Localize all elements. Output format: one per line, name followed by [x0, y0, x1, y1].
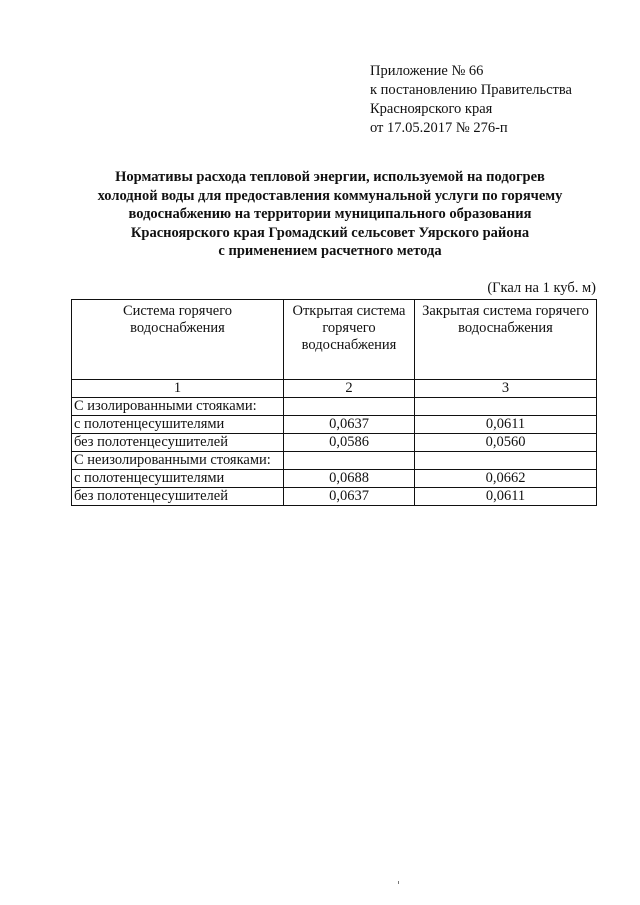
open-value: 0,0586	[284, 434, 415, 452]
open-value: 0,0637	[284, 488, 415, 506]
appendix-block	[370, 62, 572, 138]
closed-value	[415, 452, 597, 470]
header-open-system	[284, 300, 415, 380]
row-label: С неизолированными стояками:	[72, 452, 284, 470]
open-value	[284, 452, 415, 470]
column-number: 1	[72, 380, 284, 398]
row-label: без полотенцесушителей	[72, 488, 284, 506]
column-number: 2	[284, 380, 415, 398]
open-value: 0,0637	[284, 416, 415, 434]
appendix-number: Приложение № 66	[370, 63, 484, 79]
table-row	[72, 434, 597, 452]
row-label: без полотенцесушителей	[72, 434, 284, 452]
unit-label: (Гкал на 1 куб. м)	[487, 280, 596, 296]
header-text: водоснабжения	[130, 320, 225, 336]
title-line: водоснабжению на территории муниципального образования	[128, 206, 532, 222]
header-text: Открытая система	[292, 303, 406, 319]
header-text: Система горячего	[122, 303, 233, 319]
header-system	[72, 300, 284, 380]
header-text: водоснабжения	[458, 320, 553, 336]
table-row	[72, 416, 597, 434]
header-text: водоснабжения	[301, 337, 397, 353]
row-label: С изолированными стояками:	[72, 398, 284, 416]
appendix-region: Красноярского края	[370, 101, 493, 117]
column-number: 3	[415, 380, 597, 398]
open-value	[284, 398, 415, 416]
closed-value: 0,0611	[415, 488, 597, 506]
table-row	[72, 470, 597, 488]
appendix-date: от 17.05.2017 № 276-п	[370, 120, 508, 136]
title-line: с применением расчетного метода	[218, 243, 442, 259]
document-title	[60, 168, 600, 261]
table-row	[72, 488, 597, 506]
open-value: 0,0688	[284, 470, 415, 488]
norms-table	[71, 299, 597, 506]
closed-value: 0,0560	[415, 434, 597, 452]
row-label: с полотенцесушителями	[72, 470, 284, 488]
table-row	[72, 452, 597, 470]
appendix-reference: к постановлению Правительства	[370, 82, 572, 98]
table-header-row	[72, 300, 597, 380]
closed-value	[415, 398, 597, 416]
closed-value: 0,0662	[415, 470, 597, 488]
title-line: Нормативы расхода тепловой энергии, используемой на подогрев	[115, 169, 545, 185]
closed-value: 0,0611	[415, 416, 597, 434]
header-closed-system	[415, 300, 597, 380]
title-line: холодной воды для предоставления коммунальной услуги по горячему	[97, 187, 563, 204]
table-row	[72, 398, 597, 416]
header-text: горячего	[322, 320, 376, 336]
scan-mark	[398, 881, 399, 884]
title-line: Красноярского края Громадский сельсовет Уярского района	[130, 224, 530, 241]
header-text: Закрытая система горячего	[422, 303, 589, 319]
column-number-row	[72, 380, 597, 398]
row-label: с полотенцесушителями	[72, 416, 284, 434]
